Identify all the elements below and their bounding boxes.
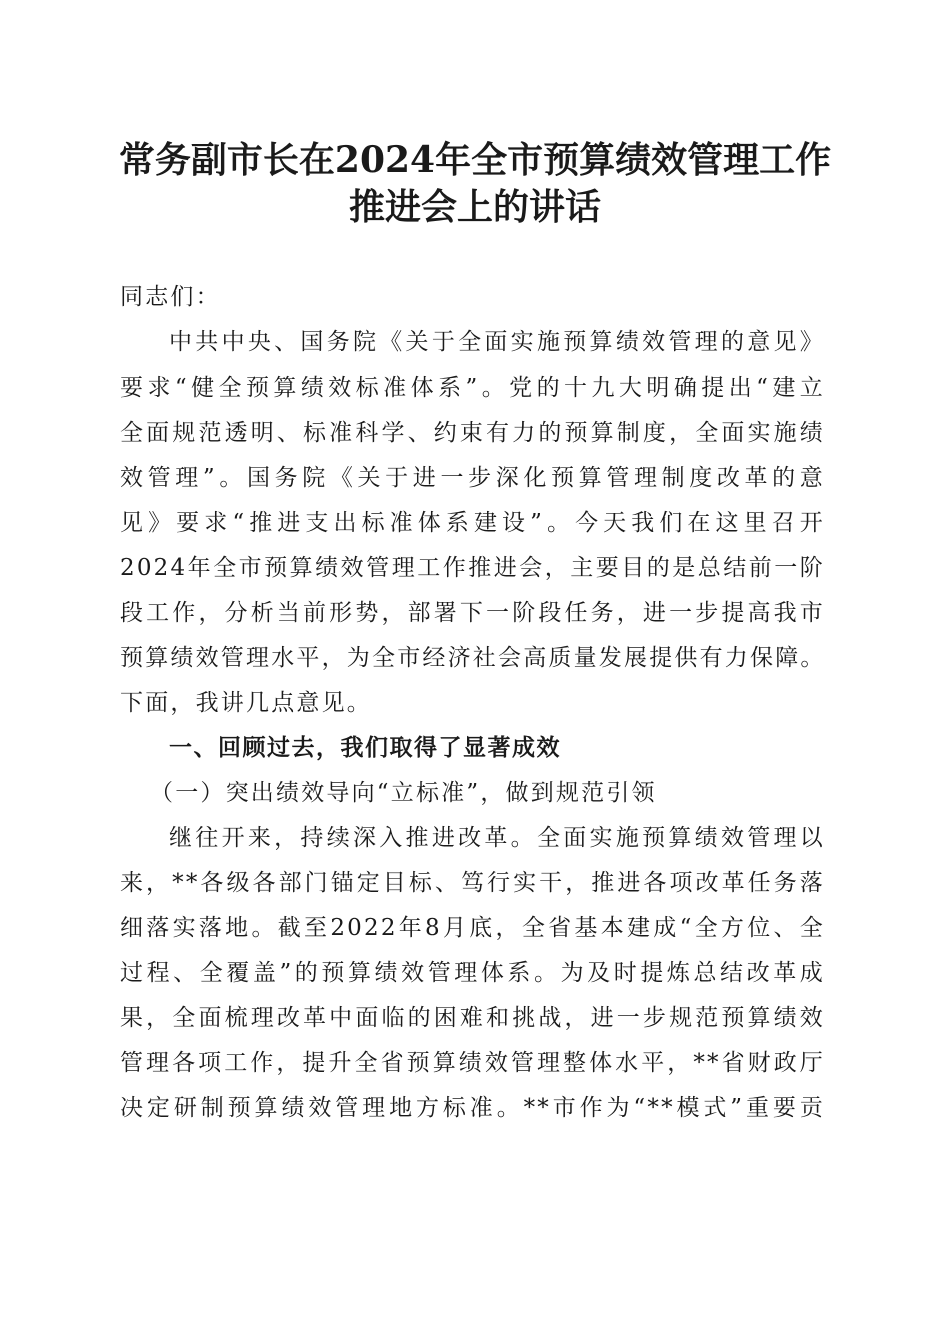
paragraph-1-line: 2024年全市预算绩效管理工作推进会，主要目的是总结前一阶 xyxy=(120,555,825,581)
section-heading: 一、回顾过去，我们取得了显著成效 xyxy=(169,735,561,761)
paragraph-2-line: 过程、全覆盖”的预算绩效管理体系。为及时提炼总结改革成 xyxy=(120,960,825,986)
paragraph-1-line: 见》要求“推进支出标准体系建设”。今天我们在这里召开 xyxy=(120,510,825,536)
paragraph-1-line: 下面，我讲几点意见。 xyxy=(120,690,372,716)
document-title-line-2: 推进会上的讲话 xyxy=(348,186,601,228)
salutation: 同志们： xyxy=(120,284,221,310)
paragraph-2-line: 来，**各级各部门锚定目标、笃行实干，推进各项改革任务落 xyxy=(120,870,825,896)
document-title-line-1: 常务副市长在2024年全市预算绩效管理工作 xyxy=(118,139,832,181)
paragraph-1-line: 效管理”。国务院《关于进一步深化预算管理制度改革的意 xyxy=(120,465,825,491)
paragraph-2-line: 细落实落地。截至2022年8月底，全省基本建成“全方位、全 xyxy=(120,915,825,941)
paragraph-2-line: 继往开来，持续深入推进改革。全面实施预算绩效管理以 xyxy=(169,825,825,851)
paragraph-1-line: 段工作，分析当前形势，部署下一阶段任务，进一步提高我市 xyxy=(120,600,825,626)
paragraph-2-line: 决定研制预算绩效管理地方标准。**市作为“**模式”重要贡 xyxy=(120,1095,825,1121)
paragraph-1-line: 全面规范透明、标准科学、约束有力的预算制度，全面实施绩 xyxy=(120,420,825,446)
paragraph-1-line: 预算绩效管理水平，为全市经济社会高质量发展提供有力保障。 xyxy=(120,645,826,671)
paragraph-2-line: 管理各项工作，提升全省预算绩效管理整体水平，**省财政厅 xyxy=(120,1050,825,1076)
paragraph-1-line: 中共中央、国务院《关于全面实施预算绩效管理的意见》 xyxy=(169,329,825,355)
paragraph-2-line: 果，全面梳理改革中面临的困难和挑战，进一步规范预算绩效 xyxy=(120,1005,825,1031)
paragraph-1-line: 要求“健全预算绩效标准体系”。党的十九大明确提出“建立 xyxy=(120,375,825,401)
section-subheading: （一）突出绩效导向“立标准”，做到规范引领 xyxy=(150,780,657,806)
